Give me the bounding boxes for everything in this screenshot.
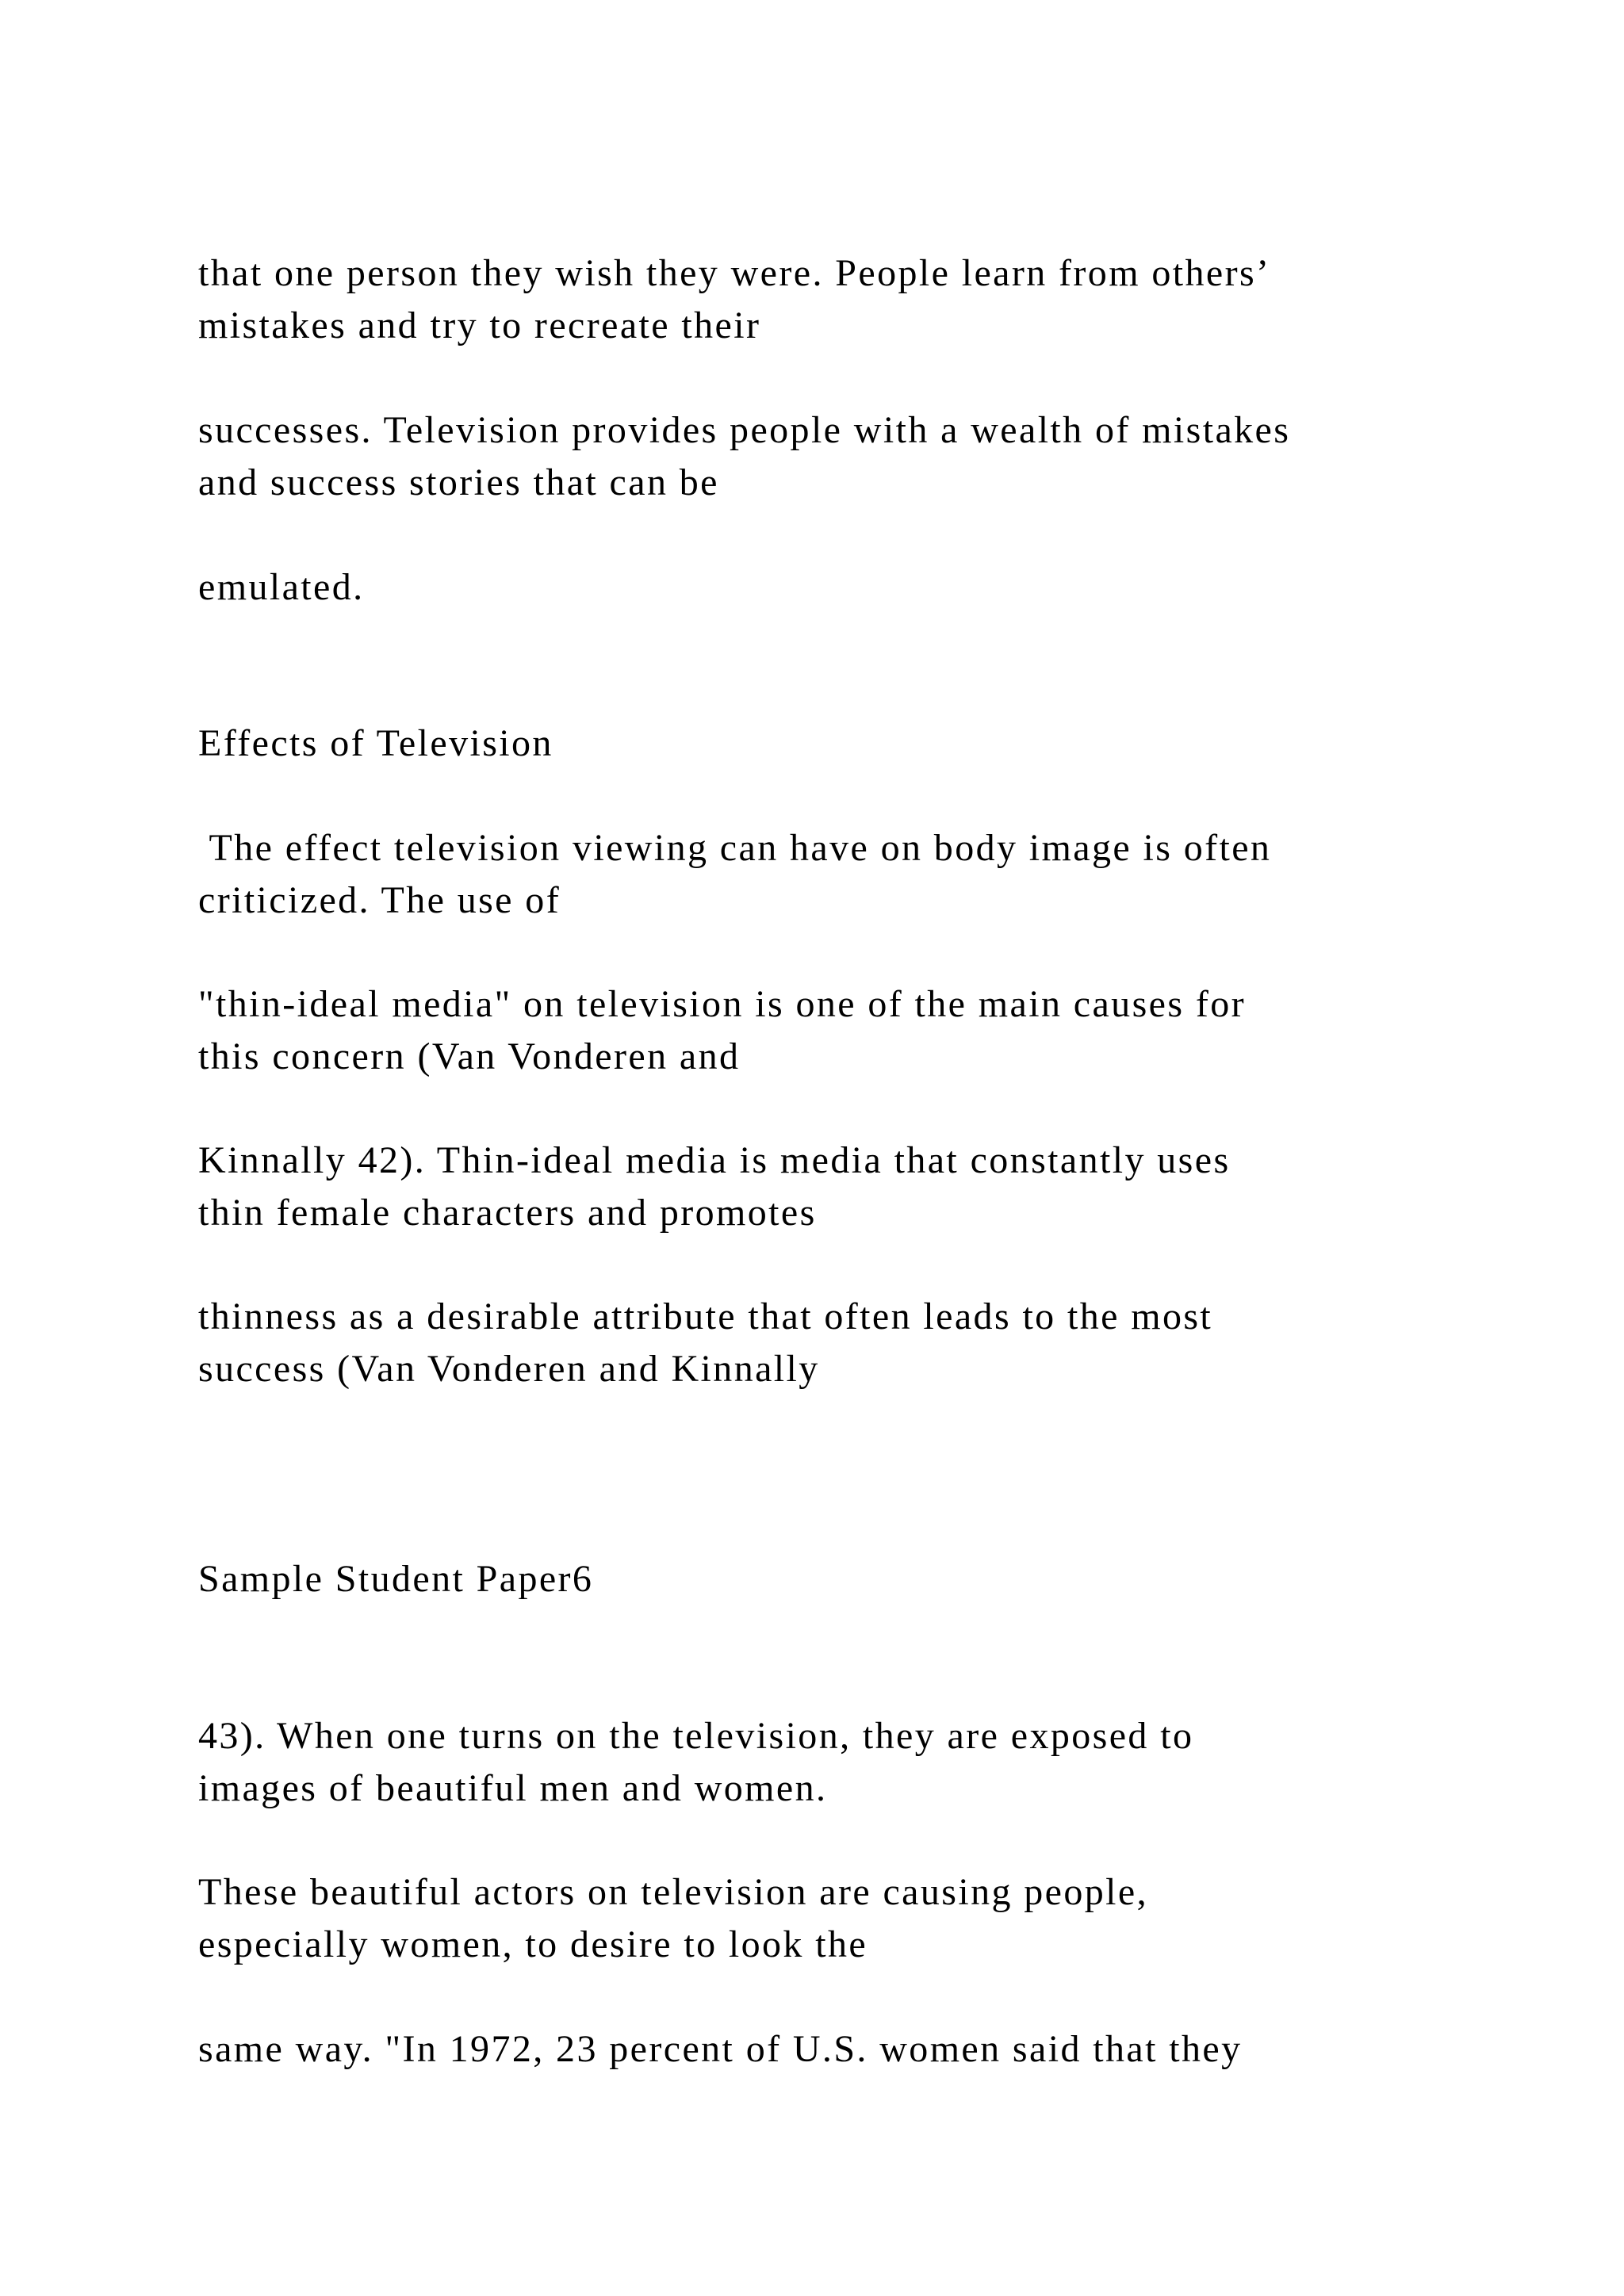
- body-line: same way. "In 1972, 23 percent of U.S. women said that they: [198, 2028, 1243, 2070]
- body-line: 43). When one turns on the television, they are exposed to: [198, 1715, 1194, 1757]
- body-line: images of beautiful men and women.: [198, 1767, 828, 1809]
- body-line: this concern (Van Vonderen and: [198, 1035, 741, 1077]
- section-heading: Effects of Television: [198, 722, 553, 764]
- body-line: and success stories that can be: [198, 461, 719, 503]
- body-line: "thin-ideal media" on television is one of the main causes for: [198, 983, 1247, 1025]
- body-line: These beautiful actors on television are causing people,: [198, 1871, 1149, 1913]
- body-line: successes. Television provides people with a wealth of mistakes: [198, 409, 1291, 451]
- body-line: thinness as a desirable attribute that often leads to the most: [198, 1295, 1213, 1337]
- body-line: emulated.: [198, 566, 365, 608]
- body-line: criticized. The use of: [198, 879, 561, 921]
- page-header: Sample Student Paper6: [198, 1558, 594, 1600]
- body-line: that one person they wish they were. People learn from others’: [198, 252, 1271, 294]
- body-line: success (Van Vonderen and Kinnally: [198, 1348, 820, 1390]
- body-line: Kinnally 42). Thin-ideal media is media that constantly uses: [198, 1139, 1231, 1181]
- body-line: mistakes and try to recreate their: [198, 304, 761, 346]
- body-line: especially women, to desire to look the: [198, 1923, 868, 1965]
- body-line: The effect television viewing can have on body image is often: [198, 827, 1272, 869]
- body-line: thin female characters and promotes: [198, 1192, 817, 1234]
